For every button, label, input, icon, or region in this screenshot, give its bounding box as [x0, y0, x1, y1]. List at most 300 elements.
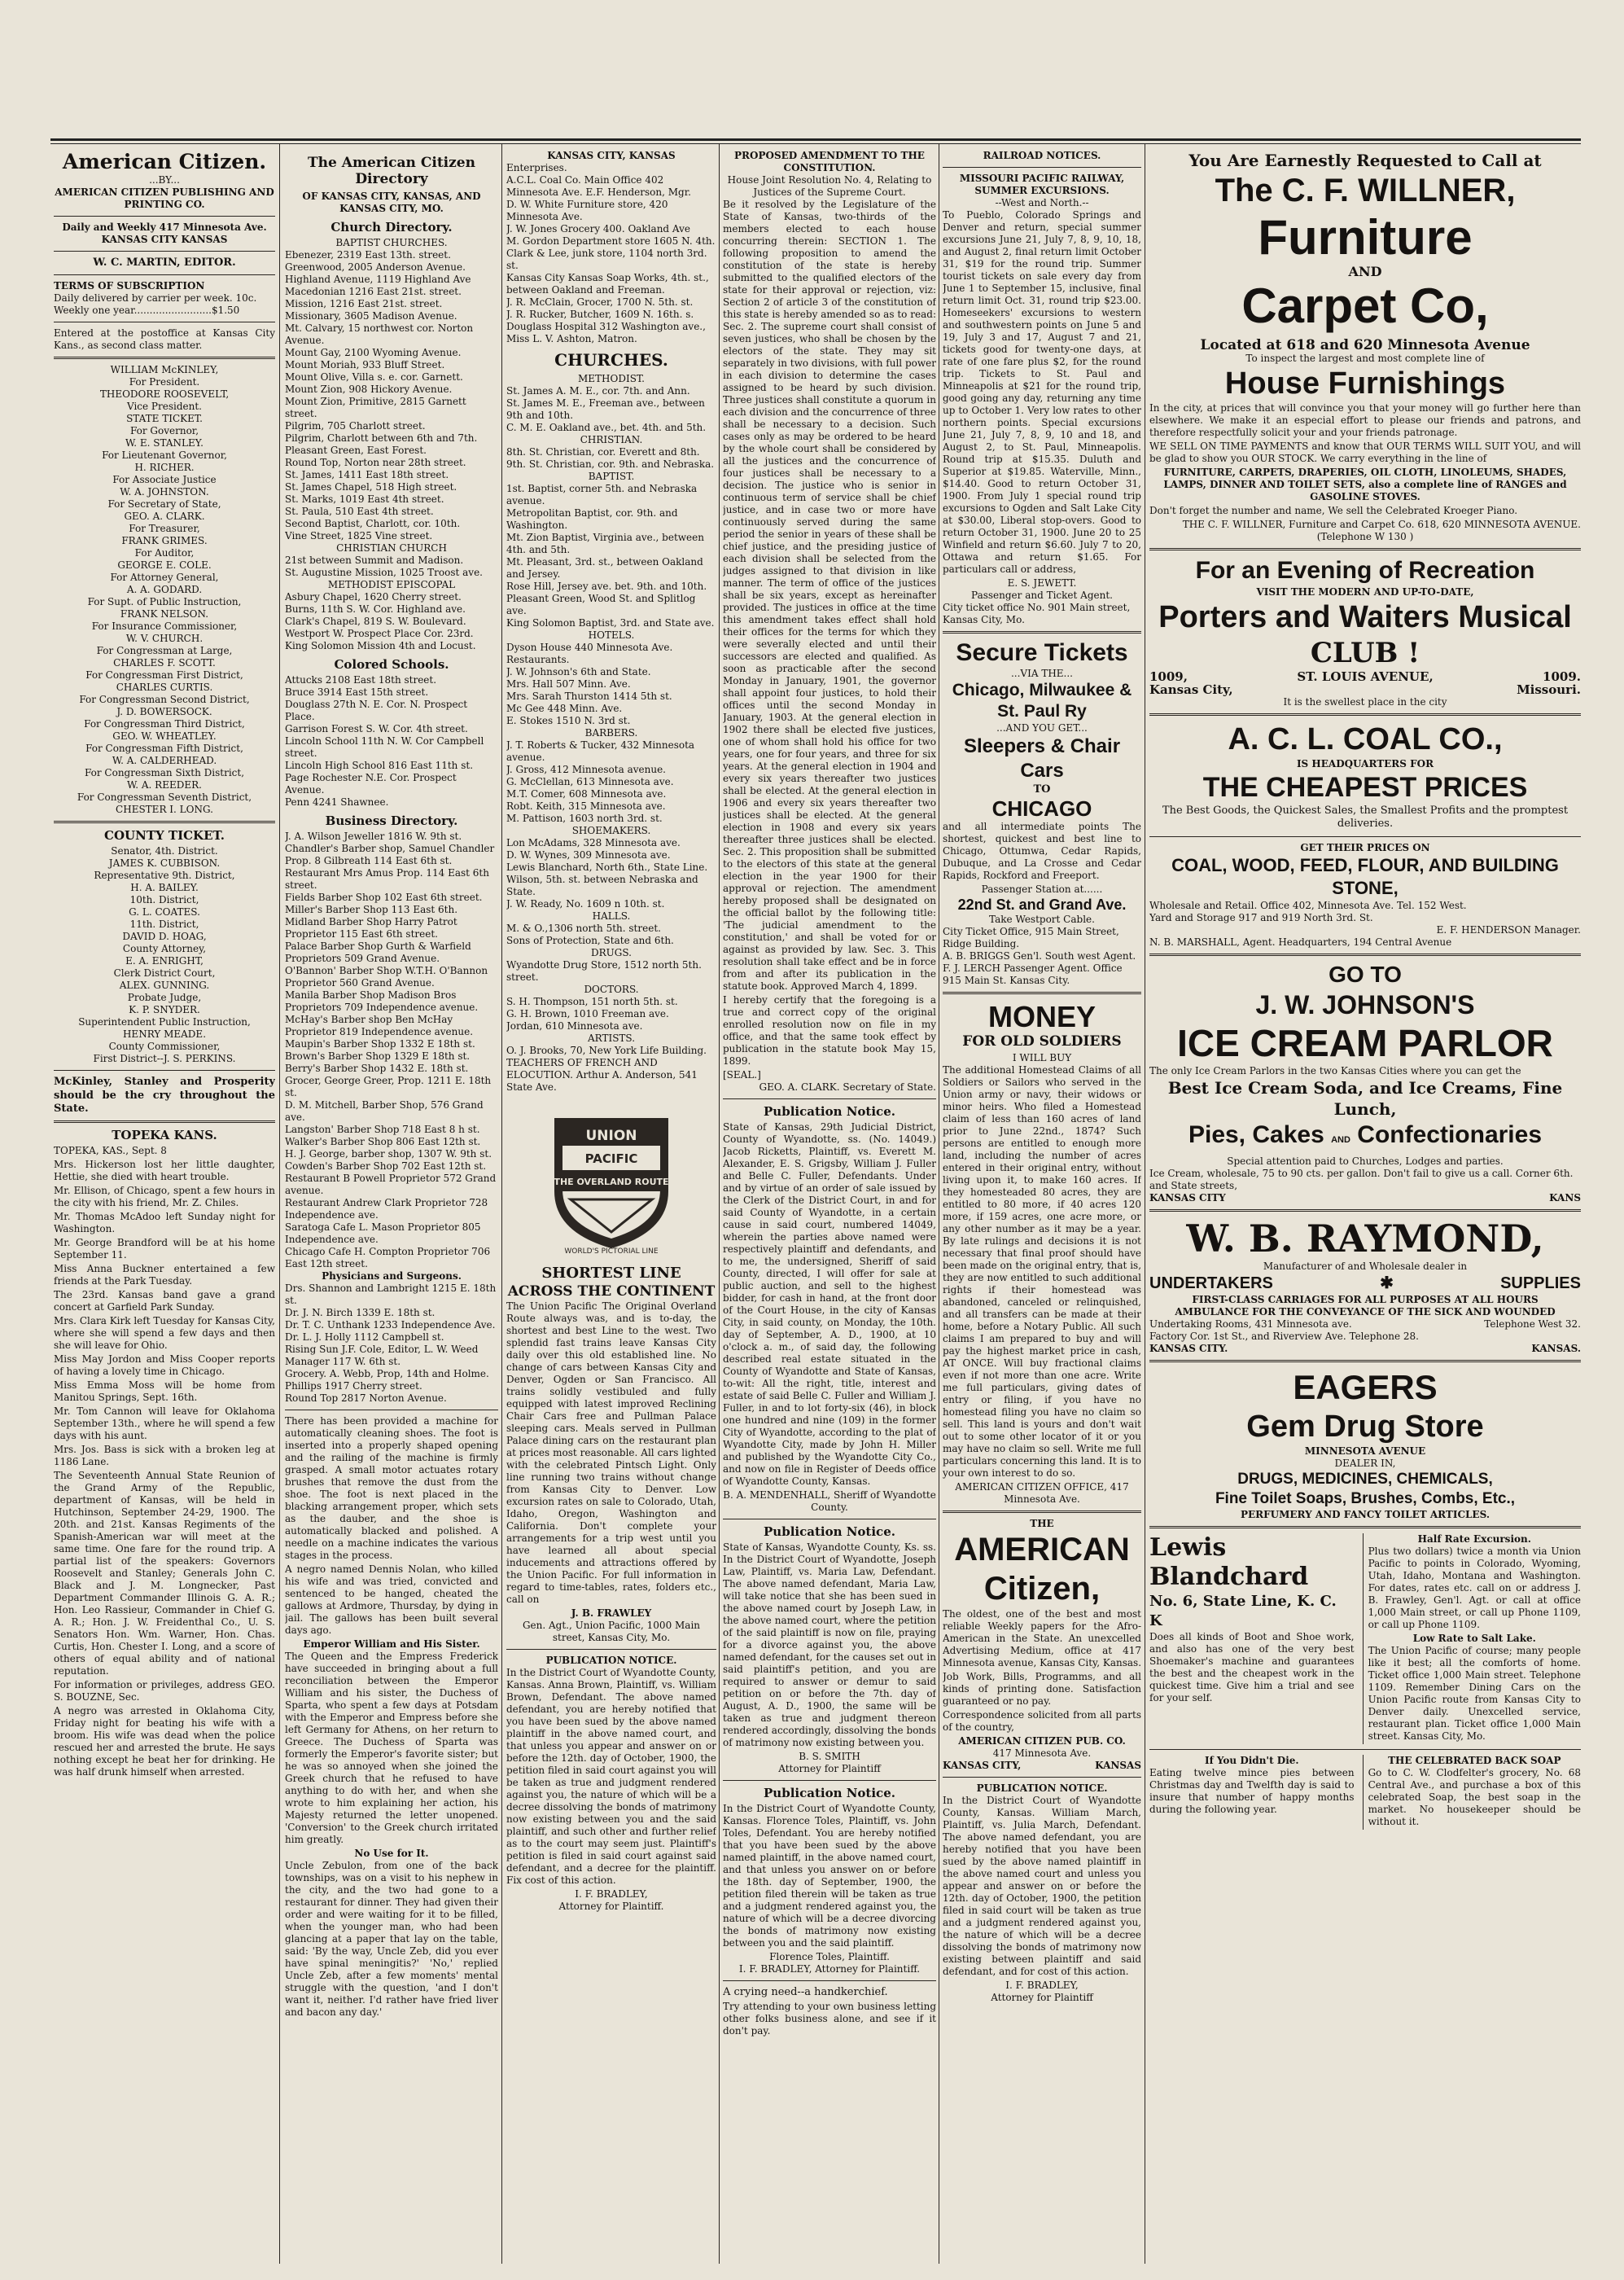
pub-notice-title: PUBLICATION NOTICE.: [545, 1655, 677, 1666]
directory-entry: Round Top 2817 Norton Avenue.: [285, 1392, 447, 1404]
and-small: AND: [1331, 1134, 1350, 1145]
doctors-list: [506, 996, 716, 1033]
directory-entry: E. Stokes 1510 N. 3rd st.: [506, 715, 631, 726]
secure-tickets: Secure Tickets: [956, 639, 1128, 666]
directory-entry: M. Gordon Department store 1605 N. 4th.: [506, 235, 716, 247]
wholesale: Wholesale and Retail. Office 402, Minnesota Ave. Tel. 152 West.: [1149, 899, 1467, 911]
editor: W. C. MARTIN, EDITOR.: [93, 256, 236, 269]
ticket-line: W. A. REEDER.: [127, 779, 202, 791]
ticket-line: CHARLES CURTIS.: [116, 682, 213, 694]
directory-entry: Clark & Lee, junk store, 1104 north 3rd. st.: [506, 248, 707, 271]
directory-entry: Vine Street, 1825 Vine street.: [285, 530, 433, 542]
directory-title: The American Citizen Directory: [308, 155, 475, 187]
halls-list: [506, 923, 716, 947]
manager: E. F. HENDERSON Manager.: [1436, 923, 1581, 936]
ticket-line: CHESTER I. LONG.: [116, 804, 213, 816]
logo-pacific: PACIFIC: [584, 1151, 638, 1166]
pn-sign: I. F. BRADLEY,: [1005, 1979, 1079, 1991]
the: THE: [1030, 1517, 1054, 1529]
shoe-title: SHOEMAKERS.: [571, 825, 651, 836]
topeka-item: Miss May Jordon and Miss Cooper reports of having a lovely time in Chicago.: [54, 1353, 275, 1378]
slogan: McKinley, Stanley and Prosperity should be the cry throughout the State.: [54, 1076, 275, 1115]
toilet: Fine Toilet Soaps, Brushes, Combs, Etc.,: [1215, 1489, 1516, 1507]
directory-entry: Metropolitan Baptist, cor. 9th. and Washington.: [506, 507, 678, 531]
club: CLUB !: [1310, 636, 1420, 669]
star-icon: ✱: [1380, 1274, 1394, 1292]
briggs: A. B. BRIGGS Gen'l. South west Agent.: [943, 950, 1136, 962]
halls-title: HALLS.: [592, 910, 631, 922]
ticket-line: J. D. BOWERSOCK.: [116, 706, 212, 718]
half-title: Half Rate Excursion.: [1417, 1532, 1531, 1545]
kc: KANSAS CITY: [1149, 1191, 1226, 1204]
ticket-line: For Lieutenant Governor,: [102, 449, 227, 462]
business-advice: Try attending to your own business letting other folks business alone, and see if it don't pay.: [723, 2001, 936, 2037]
amendment-body: Be it resolved by the Legislature of the State of Kansas, two-thirds of the members elected to each house concurring therein: SECTION 1. The following proposition to amend the constitution of the state is hereby submitted to the qualified electors of the state for their approval or rejection, viz: Section 2 of article 3 of the constitution of this state is hereby amended so as to read: Sec. 2. The supreme court shall consist of seven justices, who shall be chosen by the electors of the state. They may sit separately in two divisions, with full power in each division to determine the cases assigned to be heard by such division. Three justices shall constitute a quorum in each division and the concurrence of three shall be necessary to a decision. Such cases only as may be ordered to be heard by the whole court shall be considered by all the justices and the concurrence of four justices shall be necessary to a decision. The justice who is senior in continuous term of service shall be chief justice, and in case two or more have continuously served during the same period the senior in years of these shall be chief justice, and the presiding justice of each division shall be selected from the judges assigned to that division in like manner. The term of office of the justices shall be six years, except as hereinafter provided. The justices in office at the time this amendment takes effect shall hold their offices for the terms for which they were severally elected and until their successors are elected and qualified. As soon as practicable after the second Monday in January, 1901, the governor shall appoint four justices, to hold their offices until the second Monday in January, 1903. At the general election in 1902 there shall be elected five justices, one of whom shall hold his office for two years, one for four years, and three for six years. At the general election in 1904 and every six years thereafter two justices shall be elected. At the general election in 1906 and every six years thereafter two justices shall be elected. At the general election in 1908 and every six years thereafter three justices shall be elected. Sec. 2. This proposition shall be submitted to the electors of this state at the general election in the year 1900 for their approval or rejection. The amendment hereby proposed shall be designated on the official ballot by the following title: 'The judicial amendment to the constitution,' and shall be voted for or against as provided by law. Sec. 3. This resolution shall take effect and be in force from and after its publication in the statute book. Approved March 4, 1899.: [723, 199, 936, 992]
topeka-news: [54, 1145, 275, 1778]
willner-carpet: Carpet Co,: [1241, 278, 1489, 334]
directory-entry: Rising Sun J.F. Cole, Editor, L. W. Weed Manager 117 W. 6th st.: [285, 1344, 479, 1367]
ticket-line: For Congressman First District,: [85, 669, 243, 682]
amendment-cert: I hereby certify that the foregoing is a true and correct copy of the original enrolled resolution now on file in my office, and that the same took effect by publication in the statute book May 15, 1899.: [723, 994, 936, 1067]
christian-line-2: St. Augustine Mission, 1025 Troost ave.: [285, 567, 483, 578]
ticket-line: STATE TICKET.: [126, 413, 203, 425]
pub2-title: Publication Notice.: [764, 1524, 895, 1539]
pub2-sign-2: Attorney for Plaintiff: [778, 1763, 881, 1774]
county-line: County Commissioner,: [108, 1041, 221, 1053]
directory-entry: Chandler's Barber shop, Samuel Chandler Prop. 8 Gilbreath 114 East 6th st.: [285, 843, 495, 866]
bapt-list: [506, 483, 716, 629]
ac-city: KANSAS CITY,: [943, 1759, 1022, 1771]
kansas-2: KANSAS.: [1531, 1342, 1581, 1354]
handkerchief: A crying need--a handkerchief.: [723, 1986, 888, 1998]
willner-furniture: Furniture: [1258, 210, 1473, 265]
didnt-text: Eating twelve mince pies between Christmas day and Twelfth day is said to insure that number of happy months during the following year.: [1149, 1766, 1355, 1815]
amendment-title: PROPOSED AMENDMENT TO THE CONSTITUTION.: [734, 150, 925, 173]
christ-list: [506, 446, 716, 471]
drugs-list: [506, 959, 716, 984]
topeka-item: Miss Anna Buckner entertained a few friends at the Park Tuesday.: [54, 1263, 275, 1287]
go-to: GO TO: [1329, 961, 1402, 987]
directory-entry: St. Marks, 1019 East 4th street.: [285, 493, 444, 505]
directory-entry: King Solomon Mission 4th and Locust.: [285, 640, 476, 651]
county-line: JAMES K. CUBBISON.: [108, 857, 221, 870]
directory-entry: Wilson, 5th. st. between Nebraska and State.: [506, 874, 698, 897]
article-nolan: A negro named Dennis Nolan, who killed his wife and was tried, convicted and sentenced to be hanged, cheated the gallows at Ardmore, Thursday, by dying in jail. The gallows has been built several days ago.: [285, 1563, 498, 1636]
logo-band: THE OVERLAND ROUTE: [554, 1177, 669, 1187]
directory-entry: Cowden's Barber Shop 702 East 12th st.: [285, 1160, 487, 1172]
mop-text: To Pueblo, Colorado Springs and Denver and return, special summer excursions June 21, July 7, 8, 9, 10, 18, and August 2, final return limit October 31, $19 for the round trip. Summer tourist tickets on sale every day from June 1 to September 15, inclusive, final return limit Oct. 31, round trip $23.00. Homeseekers' excursions to western and southwestern points on June 5 and 19, July 3 and 17, August 7 and 21, tickets good for twenty-one days, at rate of one fare plus $2, for the round trip. Tickets to St. Paul and Minneapolis at $21 for the round trip, good going any day, returning any time up to October 1. Very low rates to other northern points. Special excursions June 21, July 7, 8, 9, 10 and 18, and August 2, to St. Paul, Minneapolis. Round trip at $15.35. Duluth and Superior at $19.85. Waterville, Minn., $14.40. Good to return October 31, 1900. From July 1 special round trip excursions to Ogden and Salt Lake City at $30.00, Liberal stop-overs. Good to return October 31, 1900. June 20 to 25 Winfield and return $6.60. July 7 to 20, Ottawa and return $1.65. For particulars call or address,: [943, 209, 1141, 575]
get-prices: GET THEIR PRICES ON: [1300, 841, 1430, 853]
directory-entry: Penn 4241 Shawnee.: [285, 796, 389, 808]
ticket-line: For Auditor,: [134, 547, 195, 559]
and-get: ...AND YOU GET...: [996, 722, 1088, 734]
state-ticket: [54, 364, 275, 816]
undertakers: UNDERTAKERS: [1149, 1274, 1273, 1292]
chicago: CHICAGO: [991, 796, 1092, 822]
directory-entry: St. Paula, 510 East 4th street.: [285, 506, 434, 517]
pn-text: In the District Court of Wyandotte County, Kansas. William March, Plaintiff, vs. Julia March, Defendant. The above named defendant, you are hereby notified that you have been sued by the above named plaintiff in the above named court and unless you appear and answer on or before the 12th. day of October, 1900, the petition filed in said court will be taken as true and a judgment rendered against you, the nature of which will be a decree dissolving the bonds of matrimony now existing between plaintiff and said defendant, and for cost of this action.: [943, 1794, 1141, 1977]
directory-entry: Mount Moriah, 933 Bluff Street.: [285, 359, 445, 370]
hotels-title: HOTELS.: [588, 629, 635, 641]
county-line: Clerk District Court,: [113, 967, 216, 980]
amendment-seal: [SEAL.]: [723, 1069, 761, 1081]
directory-entry: Highland Avenue, 1119 Highland Ave: [285, 274, 471, 285]
pub3-text: In the District Court of Wyandotte County, Kansas. Florence Toles, Plaintiff, vs. John Toles, Defendant. You are hereby notified that you have been sued by the above named plaintiff, in the above named court, and that unless you answer on or before the 18th. day of September, 1900, the petition filed therein will be taken as true and a judgment rendered against you, the nature of which will be a decree divorcing the bonds of matrimony now existing between you and the said plaintiff.: [723, 1803, 936, 1949]
article-emperor-title: Emperor William and His Sister.: [303, 1638, 480, 1650]
ice-price: Ice Cream, wholesale, 75 to 90 cts. per gallon. Don't fail to give us a call. Corner 6th. and State streets,: [1149, 1167, 1574, 1191]
yard: Yard and Storage 917 and 919 North 3rd. St.: [1149, 911, 1373, 923]
willner-tel: (Telephone W 130 ): [1316, 530, 1414, 542]
county-line: County Attorney,: [122, 943, 207, 955]
directory-entry: Greenwood, 2005 Anderson Avenue.: [285, 261, 466, 273]
frawley: J. B. FRAWLEY: [571, 1607, 652, 1619]
terms-weekly: Weekly one year.........................$1.50: [54, 305, 240, 317]
ticket-line: For Insurance Commissioner,: [91, 620, 238, 633]
directory-entry: Macedonian 1216 East 21st. street.: [285, 286, 462, 297]
topeka-title: TOPEKA KANS.: [112, 1128, 217, 1143]
drugs: DRUGS, MEDICINES, CHEMICALS,: [1237, 1470, 1493, 1488]
topeka-item: TOPEKA, KAS., Sept. 8: [54, 1145, 167, 1157]
column-5: [943, 150, 1141, 2264]
shortest-line: SHORTEST LINE: [541, 1265, 681, 1282]
directory-entry: C. M. E. Oakland ave., bet. 4th. and 5th.: [506, 422, 707, 433]
citizen: Citizen,: [983, 1570, 1101, 1607]
drugs-title: DRUGS.: [591, 947, 632, 958]
directory-entry: Brown's Barber Shop 1329 E 18th st.: [285, 1050, 471, 1062]
ticket-line: GEO. A. CLARK.: [124, 511, 205, 523]
chicago-text: and all intermediate points The shortest, quickest and best line to Chicago, Ottumwa, Cedar Rapids, Dubuque, and La Crosse and Cedar Rapids, Rockford and Freeport.: [943, 821, 1141, 882]
directory-entry: J. W. Ready, No. 1609 n 10th. st.: [506, 898, 665, 910]
county-line: Superintendent Public Instruction,: [78, 1016, 251, 1028]
ac-state: KANSAS: [1095, 1759, 1141, 1771]
acl-hq: IS HEADQUARTERS FOR: [1296, 758, 1434, 770]
mop-sign: E. S. JEWETT.: [1007, 577, 1077, 589]
directory-entry: Chicago Cafe H. Compton Proprietor 706 East 12th street.: [285, 1246, 491, 1269]
christian-title: CHRISTIAN CHURCH: [336, 542, 447, 554]
directory-entry: Jordan, 610 Minnesota ave.: [506, 1020, 643, 1032]
directory-entry: Burns, 11th S. W. Cor. Highland ave.: [285, 603, 466, 615]
directory-entry: St. James, 1411 East 18th street.: [285, 469, 449, 480]
lewis-text: Does all kinds of Boot and Shoe work, and also has one of the very best Shoemaker's machine and guarantees the best and the cheapest work in the quickest time. Give him a trial and see for your self.: [1149, 1630, 1355, 1703]
pub3-sign-2: I. F. BRADLEY, Attorney for Plaintiff.: [738, 1963, 921, 1975]
chicago-line: Chicago, Milwaukee & St. Paul Ry: [952, 681, 1132, 721]
club-addr: ST. LOUIS AVENUE,: [1297, 669, 1434, 684]
directory-entry: Pilgrim, 705 Charlott street.: [285, 420, 426, 432]
baptist-title: BAPTIST CHURCHES.: [335, 237, 448, 248]
directory-entry: Pleasant Green, East Forest.: [285, 445, 427, 456]
directory-entry: Page Rochester N.E. Cor. Prospect Avenue.: [285, 772, 457, 796]
directory-entry: Restaurant Andrew Clark Proprietor 728 Independence ave.: [285, 1197, 488, 1221]
money-sub: FOR OLD SOLDIERS: [962, 1033, 1122, 1050]
ac-text-3: Correspondence solicited from all parts of the country,: [943, 1708, 1141, 1733]
directory-entry: J. A. Wilson Jeweller 1816 W. 9th st.: [285, 831, 462, 842]
artists-title: ARTISTS.: [587, 1033, 636, 1044]
directory-entry: Mount Olive, Villa s. e. cor. Garnett.: [285, 371, 463, 383]
directory-entry: Drs. Shannon and Lambright 1215 E. 18th st.: [285, 1282, 497, 1306]
swellest: It is the swellest place in the city: [1283, 696, 1447, 708]
county-line: E. A. ENRIGHT,: [125, 955, 204, 967]
amendment-sign: GEO. A. CLARK. Secretary of State.: [759, 1081, 936, 1093]
visit: VISIT THE MODERN AND UP-TO-DATE,: [1256, 585, 1474, 598]
directory-entry: Lincoln High School 816 East 11th st.: [285, 760, 474, 771]
westport: Take Westport Cable.: [989, 914, 1095, 926]
physicians-list: [285, 1282, 498, 1405]
column-3: [506, 150, 716, 2264]
county-line: H. A. BAILEY.: [130, 882, 199, 894]
club-num-2: 1009.: [1543, 669, 1581, 684]
directory-entry: Dyson House 440 Minnesota Ave.: [506, 642, 673, 653]
ice-cream-parlor: ICE CREAM PARLOR: [1177, 1021, 1553, 1064]
directory-entry: St. James M. E., Freeman ave., between 9th and 10th.: [506, 397, 705, 421]
directory-entry: Mount Zion, 908 Hickory Avenue.: [285, 384, 453, 395]
address: Daily and Weekly 417 Minnesota Ave. KANSAS CITY KANSAS: [62, 221, 267, 245]
half-text: Plus two dollars) twice a month via Union Pacific to points in Colorado, Wyoming, Utah, Idaho, Montana and Washington. For dates, rates etc. call on or address J. B. Frawley, Gen'l. Agt. or call at office 1,000 Main street, or call up Phone 1109, or call up Phone 1109.: [1368, 1545, 1581, 1630]
ticket-line: GEO. W. WHEATLEY.: [112, 730, 217, 743]
directory-entry: A.C.L. Coal Co. Main Office 402 Minnesota Ave. E.F. Henderson, Mgr.: [506, 174, 691, 198]
terms-title: TERMS OF SUBSCRIPTION: [54, 280, 205, 292]
directory-entry: Round Top, Norton near 28th street.: [285, 457, 466, 468]
pub1-title: Publication Notice.: [764, 1104, 895, 1119]
ac-text: The oldest, one of the best and most reliable Weekly papers for the Afro-American in the State. An unexcelled Advertising Medium, office at 417 Minnesota avenue, Kansas City, Kansas.: [943, 1607, 1141, 1668]
column-2: [285, 150, 498, 2264]
schools-list: [285, 674, 498, 809]
enterprises-list: [506, 162, 716, 345]
ticket-line: For Supt. of Public Instruction,: [87, 596, 242, 608]
directory-entry: Robt. Keith, 315 Minnesota ave.: [506, 800, 666, 812]
directory-entry: Grocer, George Greer, Prop. 1211 E. 18th st.: [285, 1075, 492, 1098]
schools-title: Colored Schools.: [334, 657, 449, 672]
directory-entry: Westport W. Prospect Place Cor. 23rd.: [285, 628, 474, 639]
directory-entry: Walker's Barber Shop 806 East 12th st.: [285, 1136, 481, 1147]
meth-title: METHODIST.: [578, 373, 645, 384]
directory-entry: Ebenezer, 2319 East 13th. street.: [285, 249, 451, 261]
ac-sign: AMERICAN CITIZEN PUB. CO.: [958, 1734, 1126, 1747]
church-directory-title: Church Directory.: [330, 220, 453, 235]
directory-entry: Mt. Zion Baptist, Virginia ave., between 4th. and 5th.: [506, 532, 704, 555]
ticket-line: W. V. CHURCH.: [125, 633, 204, 645]
methodist-title: METHODIST EPISCOPAL: [327, 579, 456, 590]
directory-entry: Dr. J. N. Birch 1339 E. 18th st.: [285, 1307, 436, 1318]
ticket-line: W. E. STANLEY.: [125, 437, 204, 449]
directory-entry: St. James A. M. E., cor. 7th. and Ann.: [506, 385, 690, 397]
ticket-line: For Congressman Sixth District,: [84, 767, 245, 779]
churches-title: CHURCHES.: [554, 350, 668, 370]
directory-entry: Asbury Chapel, 1620 Cherry street.: [285, 591, 462, 603]
directory-entry: Mount Zion, Primitive, 2815 Garnett street.: [285, 396, 466, 419]
directory-entry: McHay's Barber shop Ben McHay Proprietor 819 Independence avenue.: [285, 1014, 474, 1037]
ticket-line: For Secretary of State,: [107, 498, 221, 511]
ticket-line: For Congressman at Large,: [96, 645, 233, 657]
entered-note: Entered at the postoffice at Kansas City Kans., as second class matter.: [54, 327, 275, 352]
county-line: DAVID D. HOAG,: [122, 931, 207, 943]
meth-list: [506, 385, 716, 434]
perfumery: PERFUMERY AND FANCY TOILET ARTICLES.: [1240, 1508, 1490, 1520]
to: TO: [1033, 783, 1051, 796]
house-furnishings: House Furnishings: [1224, 366, 1506, 401]
directory-entry: Langston' Barber Shop 718 East 8 h st.: [285, 1124, 480, 1135]
pies: Pies, Cakes: [1188, 1120, 1324, 1148]
directory-entry: G. McClellan, 613 Minnesota ave.: [506, 776, 674, 787]
union-pacific-text: The Union Pacific The Original Overland Route always was, and is to-day, the shortest and best Line to the west. Two splendid fast trains leave Kansas City daily over this old established line. No change of cars between Kansas City and Denver, Ogden or San Francisco. All trains solidly vestibuled and fully equipped with latest improved Reclining Chair Cars free and Pullman Palace sleeping cars. Meals served in Pullman Palace dining cars on the restaurant plan at prices most reasonable. All cars lighted with the celebrated Pintsch Light. Only line running two trains without change from Kansas City to Denver. Low excursion rates on sale to Colorado, Utah, Idaho, Oregon, Washington and California. Don't complete your arrangements for a trip west until you have learned all about special inducements and attractions offered by the Union Pacific. For full information in regard to time-tables, rates, folders etc., call on: [506, 1300, 716, 1605]
terms-daily: Daily delivered by carrier per week. 10c.: [54, 292, 257, 305]
county-line: K. P. SNYDER.: [129, 1004, 200, 1016]
dealer: DEALER IN,: [1334, 1457, 1396, 1469]
didnt-title: If You Didn't Die.: [1204, 1754, 1299, 1766]
directory-entry: Mc Gee 448 Minn. Ave.: [506, 703, 623, 714]
pub-notice-sign-2: Attorney for Plaintiff.: [558, 1901, 664, 1912]
topeka-item: Mrs. Hickerson lost her little daughter, Hettie, she died with heart trouble.: [54, 1159, 275, 1183]
county-line: 10th. District,: [129, 894, 199, 906]
hotels-list: [506, 642, 716, 727]
directory-entry: O. J. Brooks, 70, New York Life Building.: [506, 1045, 707, 1056]
teachers: TEACHERS OF FRENCH AND ELOCUTION. Arthur A. Anderson, 541 State Ave.: [506, 1057, 698, 1093]
rr-title: RAILROAD NOTICES.: [983, 150, 1101, 161]
willner-name: The C. F. WILLNER,: [1215, 173, 1516, 208]
directory-entry: Lewis Blanchard, North 6th., State Line.: [506, 862, 708, 873]
topeka-item: Mr. Thomas McAdoo left Sunday night for Washington.: [54, 1211, 275, 1235]
amendment-subtitle: House Joint Resolution No. 4, Relating to Justices of the Supreme Court.: [727, 174, 932, 198]
bapt-title: BAPTIST.: [588, 471, 635, 482]
masthead-by: ...BY...: [149, 174, 180, 186]
pub1-text: State of Kansas, 29th Judicial District, County of Wyandotte, ss. (No. 14049.) Jacob Ricketts, Plaintiff, vs. Everett M. Alexander, E. S. Grigsby, William J. Fuller and Belle C. Fuller, Defendants. Under and by virtue of an order of sale issued by the Clerk of the District Court, in and for said County of Wyandotte, in a certain cause in said court, numbered 14049, wherein the parties above named were respectively plaintiff and defendants, and to me, the undersigned, Sheriff of said County, directed, I will offer for sale at public auction, and sell to the highest bidder, for cash in hand, at the front door of the Court House, in the city of Kansas City, in said county, on Monday, the 10th. day of September, A. D., 1900, at 10 o'clock a. m., of said day, the following described real estate situated in the County of Wyandotte and State of Kansas, to-wit: All the right, title, interest and estate of said Belle C. Fuller and William J. Fuller, in and to lot forty-six (46), in block one hundred and nine (109) in the former City of Wyandotte, according to the plat of Wyandotte City, made by John H. Miller and published by the Wyandotte City Co., and now on file in Register of Deeds office of Wyandotte County, Kansas.: [723, 1121, 936, 1487]
column-6: [1149, 150, 1581, 2264]
directory-entry: Enterprises.: [506, 162, 567, 173]
business-title: Business Directory.: [325, 813, 458, 828]
raymond: W. B. RAYMOND,: [1186, 1216, 1544, 1261]
directory-entry: Wyandotte Drug Store, 1512 north 5th. street.: [506, 959, 702, 983]
directory-entry: J. R. McClain, Grocer, 1700 N. 5th. st.: [506, 296, 694, 308]
ambulance: AMBULANCE FOR THE CONVEYANCE OF THE SICK AND WOUNDED: [1175, 1305, 1556, 1318]
directory-entry: D. W. White Furniture store, 420 Minnesota Ave.: [506, 199, 668, 222]
ac-text-2: Job Work, Bills, Programms, and all kinds of printing done. Satisfaction guaranteed or no pay.: [943, 1670, 1141, 1707]
ticket-line: For Congressman Fifth District,: [85, 743, 243, 755]
ticket-line: For Congressman Second District,: [79, 694, 250, 706]
ticket-line: FRANK NELSON.: [120, 608, 209, 620]
ticket-line: CHARLES F. SCOTT.: [113, 657, 216, 669]
ticket-line: For Treasurer,: [129, 523, 200, 535]
directory-entry: St. James Chapel, 518 High street.: [285, 481, 457, 493]
pub2-sign: B. S. SMITH: [799, 1751, 860, 1762]
directory-entry: Dr. T. C. Unthank 1233 Independence Ave.: [285, 1319, 496, 1331]
best-ice: Best Ice Cream Soda, and Ice Creams, Fine Lunch,: [1167, 1077, 1563, 1119]
article-shoes: There has been provided a machine for automatically cleaning shoes. The foot is inserted into a properly shaped opening and the railing of the machine is firmly grasped. A small motor actuates rotary brushes that remove the dust from the shoe. The foot is next placed in the blacking arrangement proper, which sets as the dauber, and the shoe is automatically blacked and polished. A needle on a machine indicates the various stages in the process.: [285, 1415, 498, 1561]
acl-coal: A. C. L. COAL CO.,: [1228, 722, 1503, 757]
directory-entry: Douglass Hospital 312 Washington ave., Miss L. V. Ashton, Matron.: [506, 321, 706, 344]
county-line: Representative 9th. District,: [94, 870, 235, 882]
topeka-item: The Seventeenth Annual State Reunion of the Grand Army of the Republic, department of Kansas, will be held in Hutchinson, September 24-29, 1900. The 20th. and 21st. Kansas Regiments of the Spanish-American war will meet at the same time. One fare for the round trip. A partial list of the speakers: Governors Roosevelt and Stanley; Generals John C. Black and J. M. Longnecker, Past Department Commander Illinois G. A. R.; Hon. Leo Rassieur, Commander in Chief G. A. R.; Hon. J. W. Freidenthal Co., U. S. Senators Hon. Wm. Warner, Hon. Chas. Curtis, Hon. Chester I. Long, and a score of others of equal ability and of national reputation.: [54, 1470, 275, 1677]
special: Special attention paid to Churches, Lodges and parties.: [1227, 1155, 1504, 1167]
american: AMERICAN: [954, 1531, 1130, 1568]
directory-entry: King Solomon Baptist, 3rd. and State ave.: [506, 617, 715, 629]
pn-sign-2: Attorney for Plaintiff: [991, 1991, 1093, 2003]
ticket-line: W. A. CALDERHEAD.: [112, 755, 217, 767]
directory-entry: Manila Barber Shop Madison Bros Proprietors 709 Independence avenue.: [285, 989, 479, 1013]
undertaking: Undertaking Rooms, 431 Minnesota ave.: [1149, 1318, 1352, 1330]
ticket-line: H. RICHER.: [134, 462, 195, 474]
directory-entry: J. Gross, 412 Minnesota avenue.: [506, 764, 666, 775]
marshall: N. B. MARSHALL, Agent. Headquarters, 194 Central Avenue: [1149, 936, 1452, 948]
ticket-line: For Governor,: [129, 425, 199, 437]
willner-and: AND: [1348, 264, 1382, 279]
money-text: The additional Homestead Claims of all Soldiers or Sailors who served in the Union army or navy, their widows or minor heirs. Who filed a Homestead claim of less than 160 acres of land prior to June 22nd., 1874? Such persons are entitled to enough more land, including the number of acres entered in their original entry, without living upon it, to make 160 acres. If they homesteaded 80 acres, they are entitled to 80 more, if 40 acres 120 more, if 159 acres, one acre more, or any other number as it may be a year. By late rulings and decisions it is not necessary that final proof should have been made on the original entry, that is, they are now entitled to such additional rights if their homestead was abandoned, canceled or relinquished, and all transfers can be made at their home, before a Notary Public. All such claims I am prepared to buy and will pay the highest market price in cash, AT ONCE. Will buy fractional claims even if not more than one acre. Write me full particulars, giving dates of entry or filing, if you have no homestead filing you have no claim so sell. This land is yours and don't wait out to some other locator of it or you may have no claim so sell. Write me full particulars concerning this land. It is to your own interest to do so.: [943, 1063, 1141, 1479]
city-office: City Ticket Office, 915 Main Street, Ridge Building.: [943, 926, 1119, 950]
directory-entry: Restaurant B Powell Proprietor 572 Grand avenue.: [285, 1173, 497, 1196]
directory-entry: O'Bannon' Barber Shop W.T.H. O'Bannon Proprietor 560 Grand Avenue.: [285, 965, 488, 989]
doctors-title: DOCTORS.: [584, 984, 639, 995]
directory-entry: Pleasant Green, Wood St. and Splitlog ave.: [506, 593, 696, 616]
topeka-item: Miss Emma Moss will be home from Manitou Springs, Sept. 16th.: [54, 1379, 275, 1404]
soap-text: Go to C. W. Clodfelter's grocery, No. 68 Central Ave., and purchase a box of this celebrated Soap, the best soap in the market. No housekeeper should be without it.: [1368, 1766, 1581, 1827]
lewis: Lewis Blandchard: [1149, 1532, 1309, 1591]
topeka-item: Mrs. Clara Kirk left Tuesday for Kansas City, where she will spend a few days and then she will leave for Ohio.: [54, 1315, 275, 1352]
money-sign: AMERICAN CITIZEN OFFICE, 417 Minnesota Ave.: [955, 1480, 1129, 1505]
directory-entry: Mt. Calvary, 15 northwest cor. Norton Avenue.: [285, 322, 474, 346]
directory-entry: Saratoga Cafe L. Mason Proprietor 805 Independence ave.: [285, 1221, 481, 1245]
county-line: ALEX. GUNNING.: [119, 980, 210, 992]
directory-entry: Restaurants.: [506, 654, 570, 665]
methodist-list: [285, 591, 498, 652]
logo-union: UNION: [585, 1128, 637, 1144]
county-ticket: [54, 845, 275, 1065]
pn-title: PUBLICATION NOTICE.: [976, 1782, 1108, 1794]
directory-entry: Restaurant Mrs Amus Prop. 114 East 6th street.: [285, 867, 489, 891]
ticket-line: For President.: [129, 376, 200, 388]
topeka-item: Mrs. Jos. Bass is sick with a broken leg at 1186 Lane.: [54, 1444, 275, 1468]
directory-entry: Lincoln School 11th N. W. Cor Campbell street.: [285, 735, 484, 759]
baptist-list: [285, 249, 498, 542]
column-4: [723, 150, 936, 2264]
directory-entry: 9th. St. Christian, cor. 9th. and Nebraska.: [506, 458, 715, 470]
johnson: J. W. JOHNSON'S: [1255, 989, 1475, 1019]
directory-entry: Mrs. Sarah Thurston 1414 5th st.: [506, 691, 672, 702]
christian-line: 21st between Summit and Madison.: [285, 555, 464, 566]
kc-2: KANSAS CITY.: [1149, 1342, 1228, 1354]
pub3-sign: Florence Toles, Plaintiff.: [769, 1951, 890, 1962]
minn-ave: MINNESOTA AVENUE: [1304, 1445, 1426, 1457]
willner-forget: Don't forget the number and name, We sell the Celebrated Kroeger Piano.: [1149, 504, 1518, 516]
willner-sign: THE C. F. WILLNER, Furniture and Carpet Co. 618, 620 MINNESOTA AVENUE.: [1182, 518, 1581, 530]
county-line: 11th. District,: [129, 919, 199, 931]
publisher: AMERICAN CITIZEN PUBLISHING AND PRINTING CO.: [55, 186, 274, 210]
club-city: Kansas City,: [1149, 682, 1233, 697]
county-line: HENRY MEADE.: [122, 1028, 207, 1041]
county-line: First District--J. S. PERKINS.: [93, 1053, 236, 1065]
directory-entry: Lon McAdams, 328 Minnesota ave.: [506, 837, 681, 848]
directory-entry: J. T. Roberts & Tucker, 432 Minnesota avenue.: [506, 739, 695, 763]
lerch: F. J. LERCH Passenger Agent. Office 915 Main St. Kansas City.: [943, 962, 1123, 987]
directory-entry: J. W. Johnson's 6th and State.: [506, 666, 651, 677]
i-will-buy: I WILL BUY: [1012, 1051, 1072, 1063]
soap-title: THE CELEBRATED BACK SOAP: [1388, 1754, 1561, 1766]
directory-entry: Palace Barber Shop Gurth & Warfield Proprietors 509 Grand Avenue.: [285, 940, 471, 964]
kck-header: KANSAS CITY, KANSAS: [547, 150, 676, 161]
first-class: FIRST-CLASS CARRIAGES FOR ALL PURPOSES AT ALL HOURS: [1192, 1293, 1539, 1305]
ticket-line: WILLIAM McKINLEY,: [110, 364, 219, 376]
eagers: EAGERS: [1293, 1367, 1438, 1406]
ticket-line: Vice President.: [127, 401, 202, 413]
directory-entry: Phillips 1917 Cherry street.: [285, 1380, 422, 1392]
barbers-title: BARBERS.: [584, 727, 638, 739]
mop-office: City ticket office No. 901 Main street, Kansas City, Mo.: [943, 602, 1131, 625]
directory-entry: Second Baptist, Charlott, cor. 10th.: [285, 518, 461, 529]
topeka-item: Mr. George Brandford will be at his home September 11.: [54, 1237, 275, 1261]
ticket-line: For Associate Justice: [112, 474, 217, 486]
directory-entry: J. R. Rucker, Butcher, 1609 N. 16th. s.: [506, 309, 694, 320]
club-state: Missouri.: [1517, 682, 1581, 697]
willner-terms: WE SELL ON TIME PAYMENTS and know that OUR TERMS WILL SUIT YOU, and will be glad to show you OUR STOCK. We carry everything in the line of: [1149, 440, 1581, 464]
directory-entry: Pilgrim, Charlott between 6th and 7th.: [285, 432, 478, 444]
salt-title: Low Rate to Salt Lake.: [1412, 1632, 1536, 1644]
